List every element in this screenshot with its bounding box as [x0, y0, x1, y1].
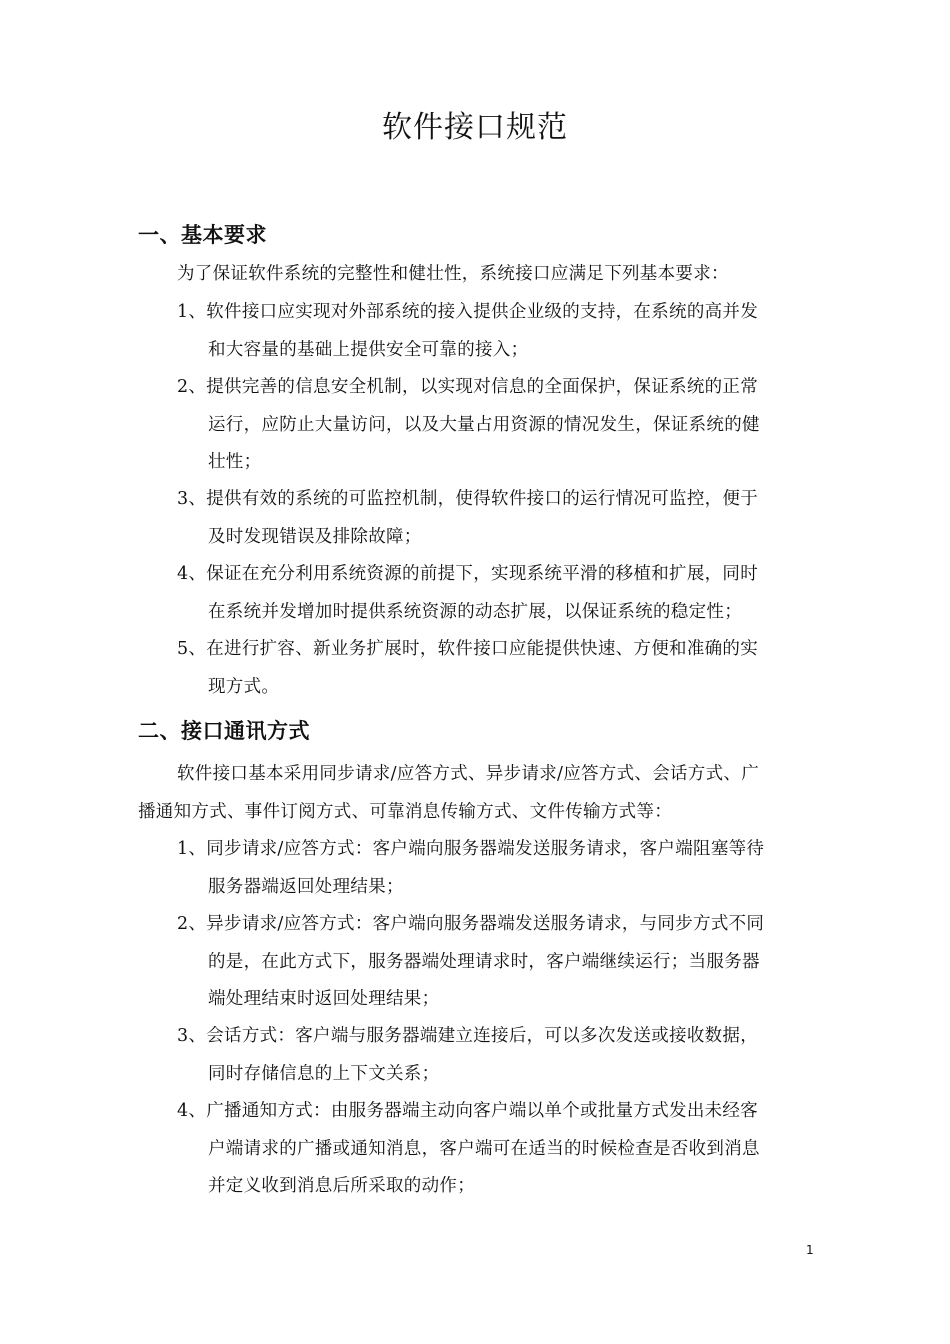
- section1-intro: [177, 256, 729, 294]
- list-item-line: 户端请求的广播或通知消息，客户端可在适当的时候检查是否收到消息: [208, 1138, 760, 1159]
- section1-list-item-2: [177, 369, 760, 482]
- section-heading-interface-communication: 二、接口通讯方式: [138, 719, 310, 743]
- list-item-line: 的是，在此方式下，服务器端处理请求时，客户端继续运行；当服务器: [208, 951, 760, 972]
- list-item-line: 同时存储信息的上下文关系；: [208, 1063, 440, 1084]
- list-item-line: 运行，应防止大量访问，以及大量占用资源的情况发生，保证系统的健: [208, 414, 760, 435]
- list-item-line: 壮性；: [208, 452, 262, 472]
- list-item-line: 现方式。: [208, 676, 280, 697]
- section1-list-item-4: [177, 556, 758, 631]
- section2-intro: [138, 756, 759, 831]
- list-item-line: 3、提供有效的系统的可监控机制，使得软件接口的运行情况可监控，便于: [177, 489, 759, 509]
- section-heading-basic-requirements: 一、基本要求: [138, 223, 267, 247]
- section1-list-item-1: [177, 294, 758, 369]
- paragraph-line: 为了保证软件系统的完整性和健壮性，系统接口应满足下列基本要求：: [177, 264, 729, 284]
- list-item-line: 4、广播通知方式：由服务器端主动向客户端以单个或批量方式发出未经客: [177, 1101, 759, 1121]
- document-title: 软件接口规范: [382, 110, 568, 145]
- section1-list-item-5: [177, 631, 758, 706]
- list-item-line: 并定义收到消息后所采取的动作；: [208, 1176, 475, 1196]
- list-item-line: 5、在进行扩容、新业务扩展时，软件接口应能提供快速、方便和准确的实: [177, 639, 759, 659]
- paragraph-line: 播通知方式、事件订阅方式、可靠消息传输方式、文件传输方式等：: [138, 801, 672, 822]
- list-item-line: 3、会话方式：客户端与服务器端建立连接后，可以多次发送或接收数据，: [177, 1026, 759, 1046]
- section2-list-item-4: [177, 1093, 760, 1206]
- section1-list-item-3: [177, 481, 758, 556]
- paragraph-line: 软件接口基本采用同步请求/应答方式、异步请求/应答方式、会话方式、广: [177, 764, 759, 784]
- list-item-line: 1、同步请求/应答方式：客户端向服务器端发送服务请求，客户端阻塞等待: [177, 839, 765, 859]
- list-item-line: 2、异步请求/应答方式：客户端向服务器端发送服务请求，与同步方式不同: [177, 914, 765, 934]
- section2-list-item-2: [177, 906, 764, 1019]
- page-number: 1: [806, 1243, 814, 1257]
- list-item-line: 端处理结束时返回处理结果；: [208, 989, 440, 1009]
- list-item-line: 1、软件接口应实现对外部系统的接入提供企业级的支持，在系统的高并发: [177, 302, 759, 322]
- list-item-line: 服务器端返回处理结果；: [208, 876, 404, 897]
- section2-list-item-1: [177, 831, 764, 906]
- list-item-line: 在系统并发增加时提供系统资源的动态扩展，以保证系统的稳定性；: [208, 601, 742, 622]
- list-item-line: 及时发现错误及排除故障；: [208, 526, 422, 547]
- list-item-line: 2、提供完善的信息安全机制，以实现对信息的全面保护，保证系统的正常: [177, 377, 759, 397]
- list-item-line: 4、保证在充分利用系统资源的前提下，实现系统平滑的移植和扩展，同时: [177, 564, 759, 584]
- section2-list-item-3: [177, 1018, 758, 1093]
- list-item-line: 和大容量的基础上提供安全可靠的接入；: [208, 339, 529, 360]
